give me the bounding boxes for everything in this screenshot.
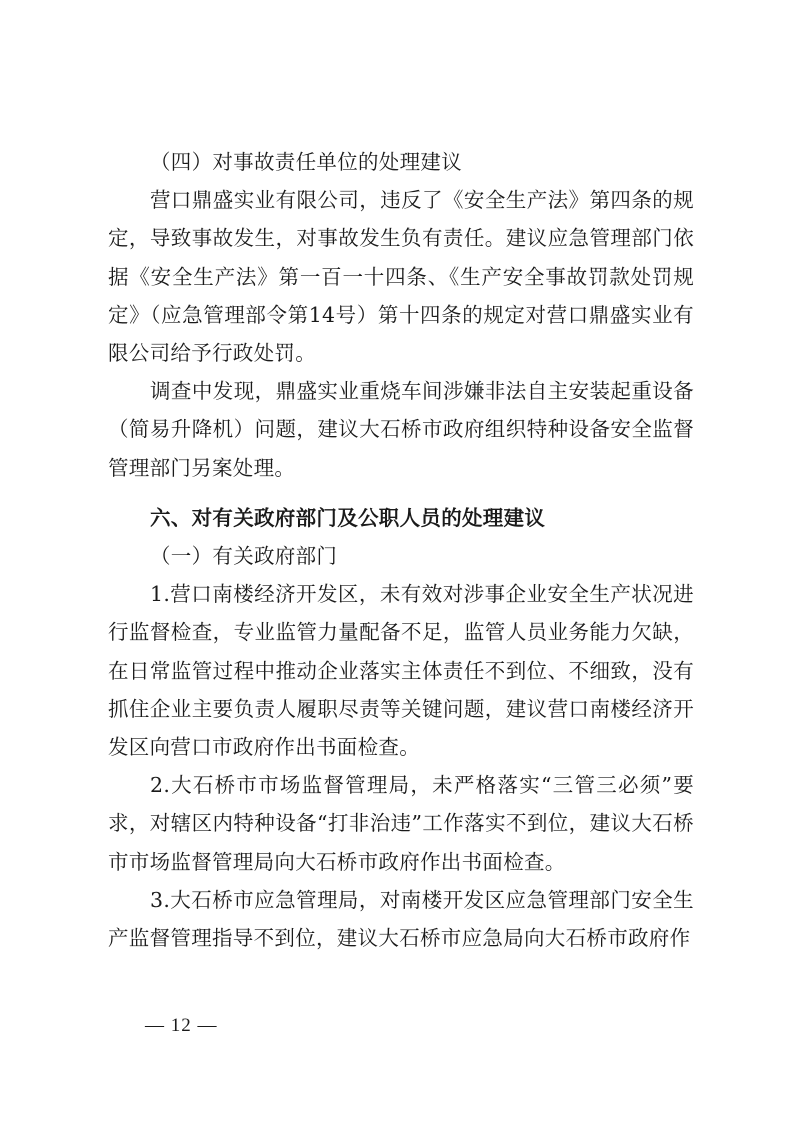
section-four-heading: （四）对事故责任单位的处理建议	[150, 150, 462, 174]
investigation-paragraph: 调查中发现，鼎盛实业重烧车间涉嫌非法自主安装起重设备（简易升降机）问题，建议大石桥市政府组织特种设备安全监督管理部门另案处理。	[108, 379, 694, 480]
subsection-one-heading: （一）有关政府部门	[150, 544, 338, 569]
list-item-2: 2.大石桥市市场监督管理局，未严格落实“三管三必须”要求，对辖区内特种设备“打非治违”工作落实不到位，建议大石桥市市场监督管理局向大石桥市政府作出书面检查。	[108, 773, 694, 874]
list-item-1: 1.营口南楼经济开发区，未有效对涉事企业安全生产状况进行监督检查，专业监管力量配备不足，监管人员业务能力欠缺，在日常监管过程中推动企业落实主体责任不到位、不细致，没有抓住企业主要负责人履职尽责等关键问题，建议营口南楼经济开发区向营口市政府作出书面检查。	[108, 582, 694, 760]
company-penalty-paragraph: 营口鼎盛实业有限公司，违反了《安全生产法》第四条的规定，导致事故发生，对事故发生负有责任。建议应急管理部门依据《安全生产法》第一百一十四条、《生产安全事故罚款处罚规定》（应急管理部令第14号）第十四条的规定对营口鼎盛实业有限公司给予行政处罚。	[108, 188, 694, 366]
section-six-heading: 六、对有关政府部门及公职人员的处理建议	[150, 505, 546, 530]
page-number: — 12 —	[145, 1015, 218, 1036]
document-body	[108, 143, 694, 957]
list-item-3: 3.大石桥市应急管理局，对南楼开发区应急管理部门安全生产监督管理指导不到位，建议大石桥市应急局向大石桥市政府作	[108, 887, 694, 951]
